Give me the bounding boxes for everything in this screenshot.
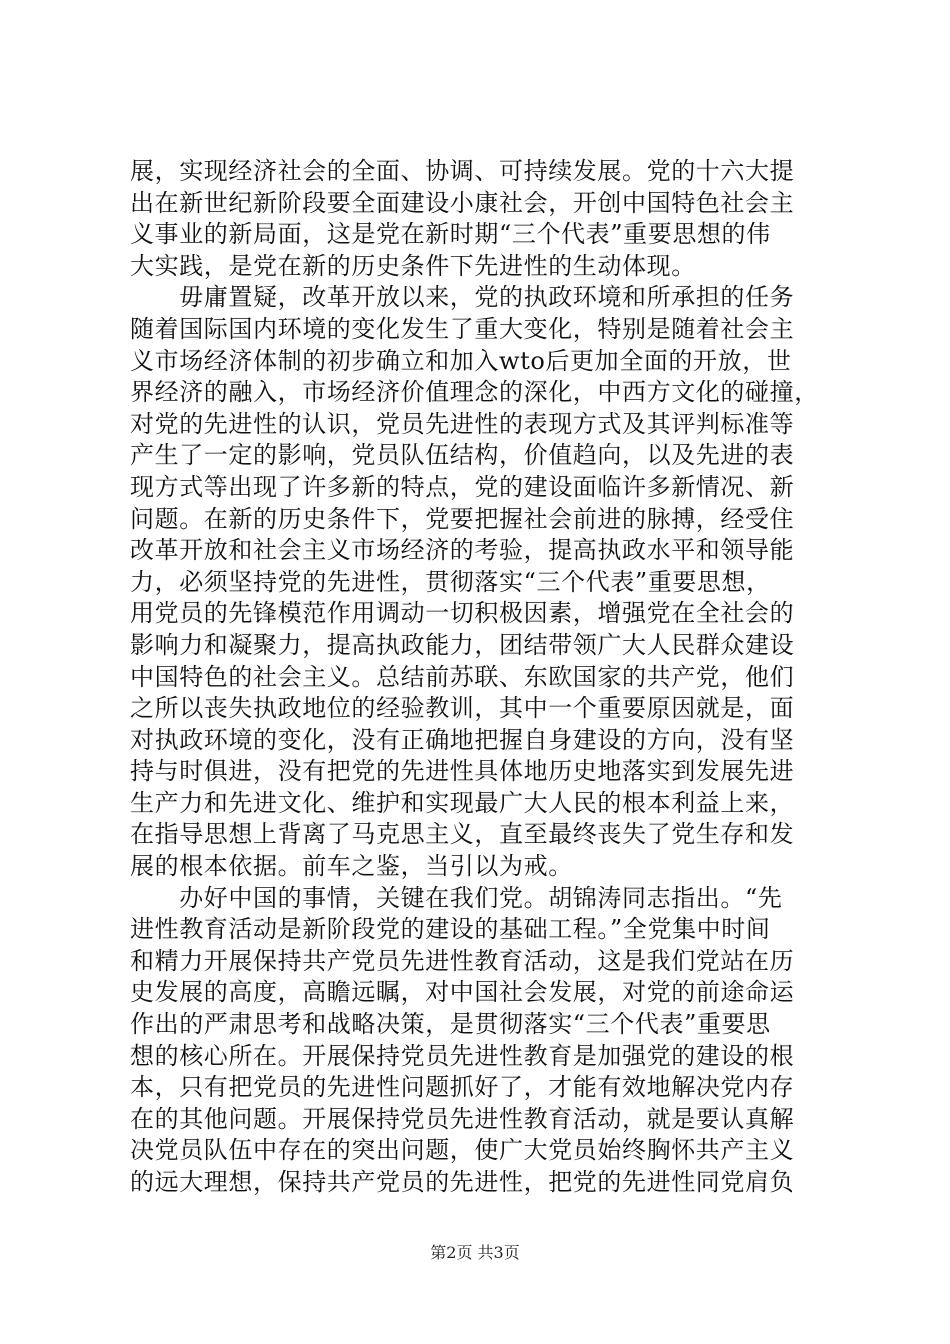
text-line: 产生了一定的影响，党员队伍结构，价值趋向，以及先进的表 bbox=[130, 441, 795, 470]
text-line: 改革开放和社会主义市场经济的考验，提高执政水平和领导能 bbox=[130, 536, 795, 565]
text-line: 展的根本依据。前车之鉴，当引以为戒。 bbox=[130, 852, 573, 881]
text-line: 毋庸置疑，改革开放以来，党的执政环境和所承担的任务 bbox=[130, 283, 795, 312]
text-line: 对党的先进性的认识，党员先进性的表现方式及其评判标准等 bbox=[130, 409, 795, 438]
text-line: 大实践，是党在新的历史条件下先进性的生动体现。 bbox=[130, 251, 696, 280]
text-line: 现方式等出现了许多新的特点，党的建设面临许多新情况、新 bbox=[130, 472, 795, 501]
text-line: 用党员的先锋模范作用调动一切积极因素，增强党在全社会的 bbox=[130, 599, 795, 628]
text-line: 生产力和先进文化、维护和实现最广大人民的根本利益上来， bbox=[130, 788, 795, 817]
text-line: 出在新世纪新阶段要全面建设小康社会，开创中国特色社会主 bbox=[130, 188, 795, 217]
text-line: 影响力和凝聚力，提高执政能力，团结带领广大人民群众建设 bbox=[130, 630, 795, 659]
text-line: 想的核心所在。开展保持党员先进性教育是加强党的建设的根 bbox=[130, 1041, 795, 1070]
page-number-footer: 第2页 共3页 bbox=[430, 1243, 520, 1262]
text-line: 中国特色的社会主义。总结前苏联、东欧国家的共产党，他们 bbox=[130, 662, 795, 691]
text-line: 之所以丧失执政地位的经验教训，其中一个重要原因就是，面 bbox=[130, 694, 795, 723]
text-line: 进性教育活动是新阶段党的建设的基础工程。”全党集中时间 bbox=[130, 915, 771, 944]
text-line: 作出的严肃思考和战略决策，是贯彻落实“三个代表”重要思 bbox=[130, 1010, 771, 1039]
text-line: 在指导思想上背离了马克思主义，直至最终丧失了党生存和发 bbox=[130, 820, 795, 849]
text-line: 和精力开展保持共产党员先进性教育活动，这是我们党站在历 bbox=[130, 946, 795, 975]
text-line: 随着国际国内环境的变化发生了重大变化，特别是随着社会主 bbox=[130, 314, 795, 343]
text-line: 决党员队伍中存在的突出问题，使广大党员始终胸怀共产主义 bbox=[130, 1136, 795, 1165]
text-line: 问题。在新的历史条件下，党要把握社会前进的脉搏，经受住 bbox=[130, 504, 795, 533]
text-line: 办好中国的事情，关键在我们党。胡锦涛同志指出。“先 bbox=[130, 883, 783, 912]
text-line: 史发展的高度，高瞻远瞩，对中国社会发展，对党的前途命运 bbox=[130, 978, 795, 1007]
text-line: 的远大理想，保持共产党员的先进性，把党的先进性同党肩负 bbox=[130, 1168, 795, 1196]
text-line: 展，实现经济社会的全面、协调、可持续发展。党的十六大提 bbox=[130, 157, 795, 185]
text-line: 本，只有把党员的先进性问题抓好了，才能有效地解决党内存 bbox=[130, 1073, 795, 1102]
text-line: 持与时俱进，没有把党的先进性具体地历史地落实到发展先进 bbox=[130, 757, 795, 786]
text-line: 义市场经济体制的初步确立和加入wto后更加全面的开放，世 bbox=[130, 346, 792, 375]
text-line: 对执政环境的变化，没有正确地把握自身建设的方向，没有坚 bbox=[130, 725, 795, 754]
text-line: 力，必须坚持党的先进性，贯彻落实“三个代表”重要思想， bbox=[130, 567, 771, 596]
document-body bbox=[130, 156, 830, 1199]
text-line: 义事业的新局面，这是党在新时期“三个代表”重要思想的伟 bbox=[130, 220, 771, 249]
text-line: 界经济的融入，市场经济价值理念的深化，中西方文化的碰撞， bbox=[130, 378, 819, 407]
text-line: 在的其他问题。开展保持党员先进性教育活动，就是要认真解 bbox=[130, 1104, 795, 1133]
